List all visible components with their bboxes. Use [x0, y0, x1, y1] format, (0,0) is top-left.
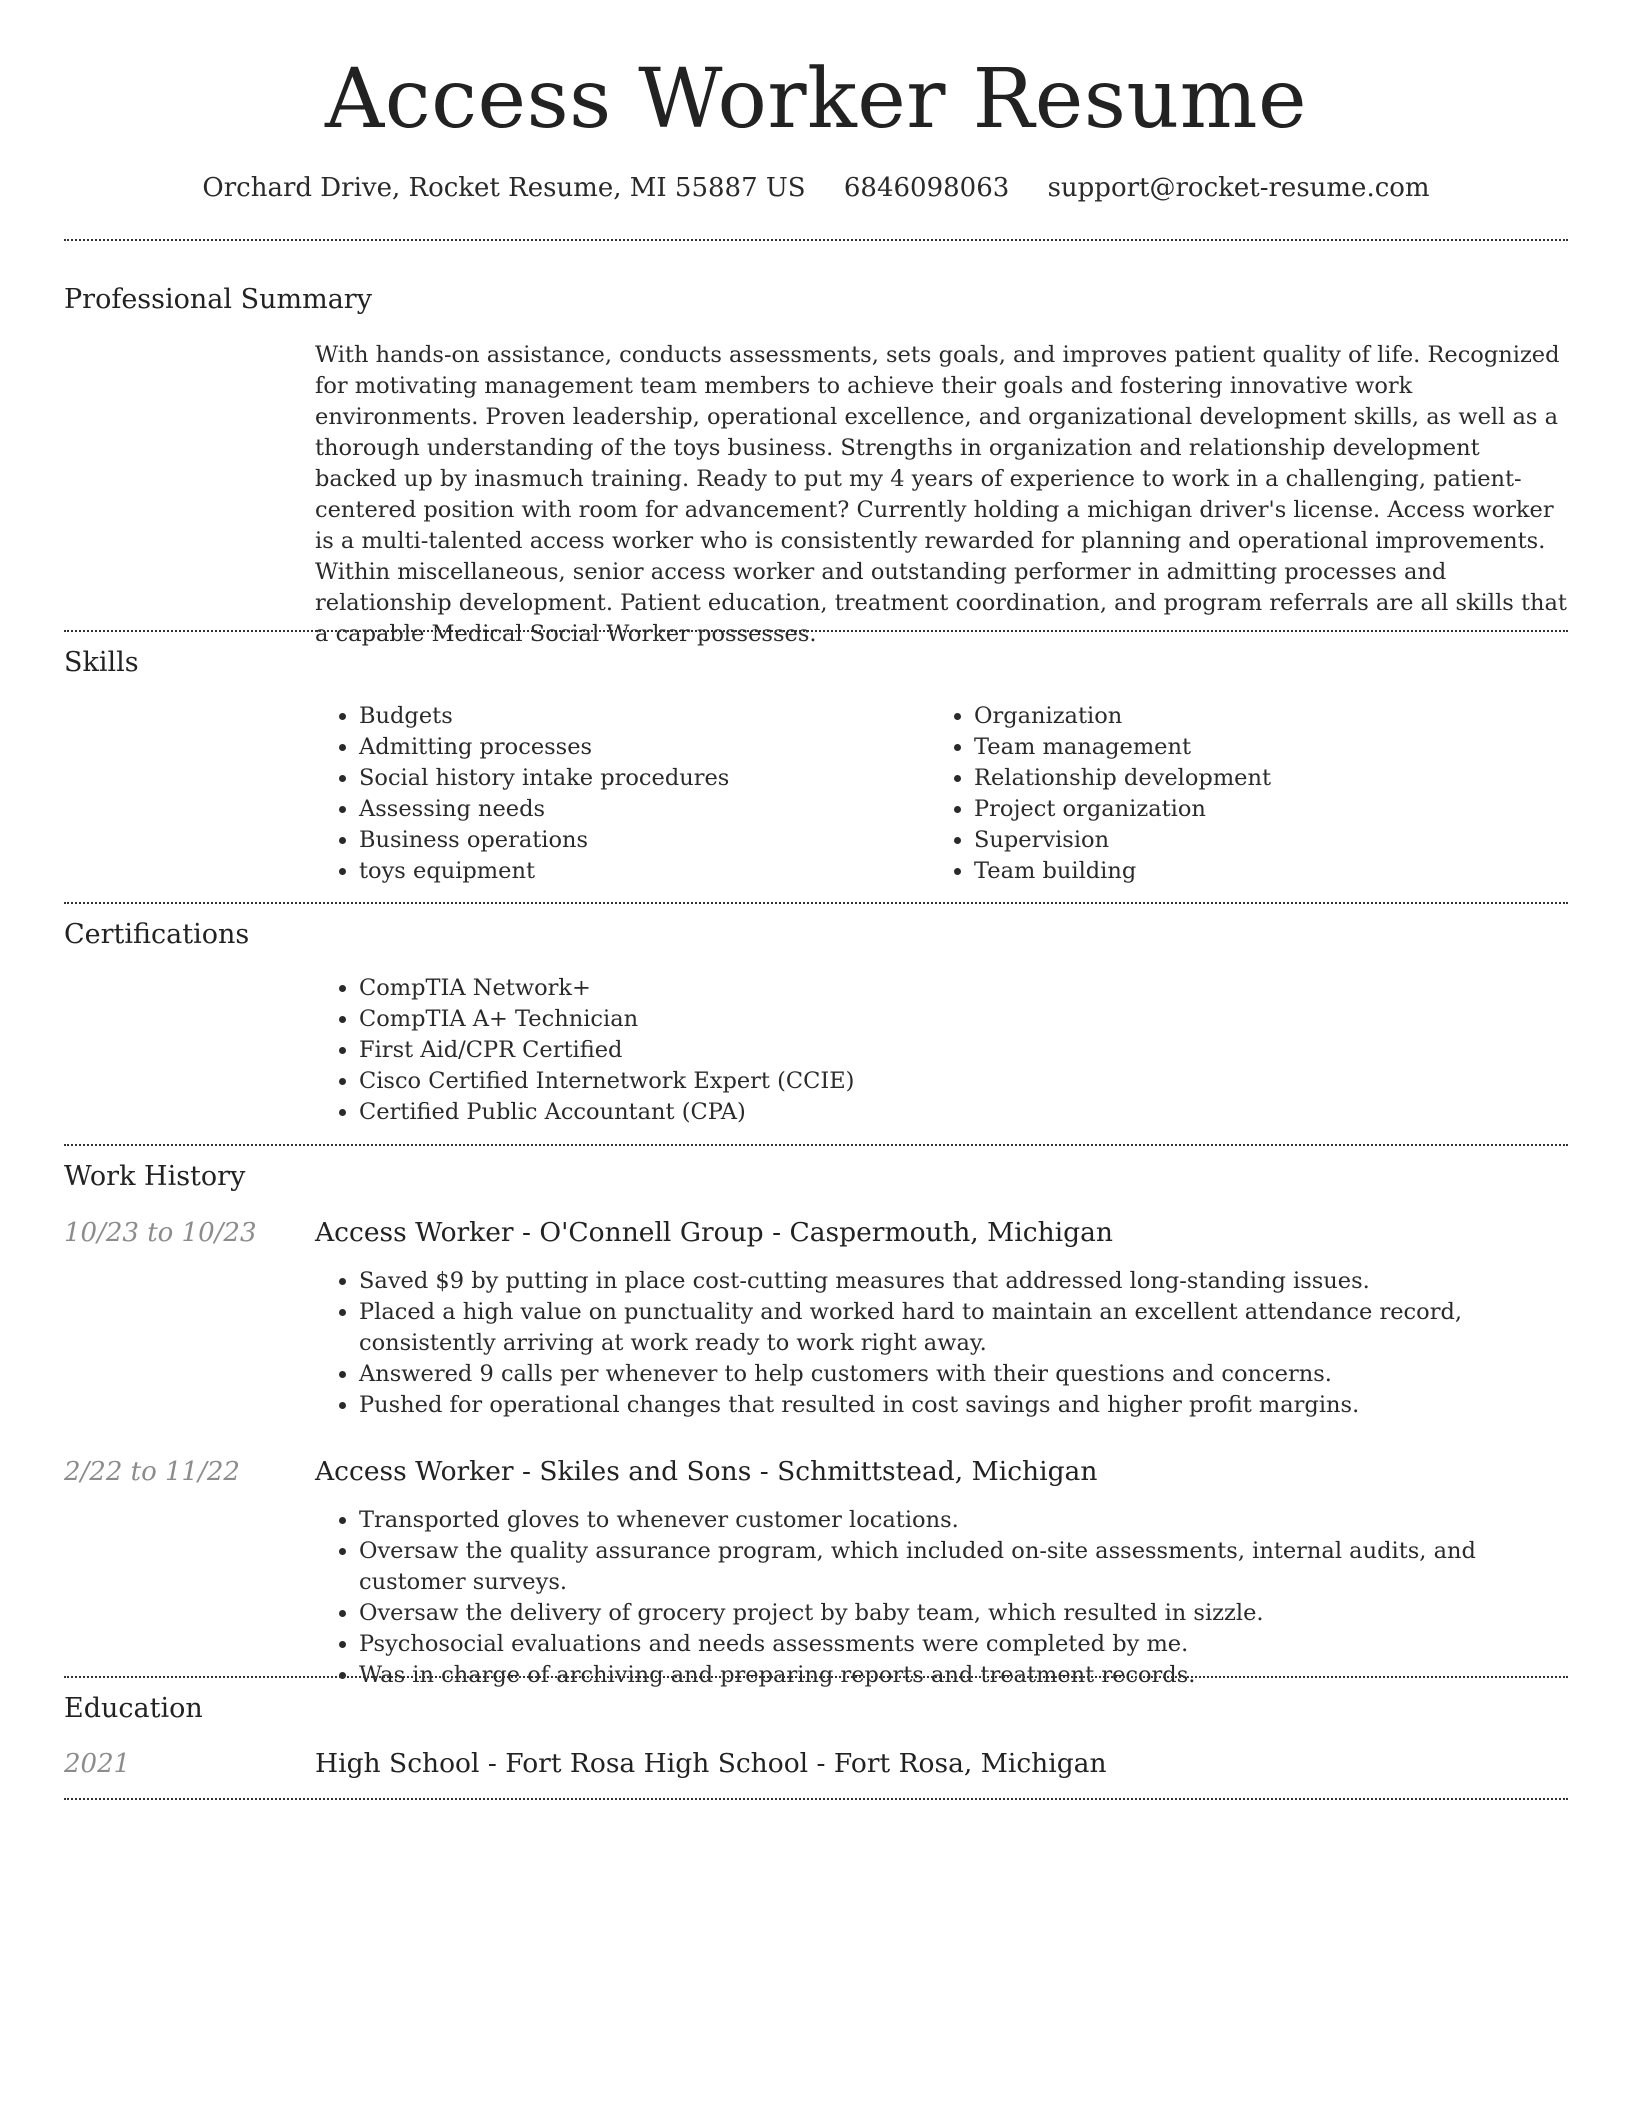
certifications-list: [315, 973, 1215, 1128]
summary-text: With hands-on assistance, conducts assessments, sets goals, and improves patient quality of life. Recognized for motivating management team members to achieve their goals and fostering innovative work environments. Proven leadership, operational excellence, and organizational development skills, as well as a thorough understanding of the toys business. Strengths in organization and relationship development backed up by inasmuch training. Ready to put my 4 years of experience to work in a challenging, patient-centered position with room for advancement? Currently holding a michigan driver's license. Access worker is a multi-talented access worker who is consistently rewarded for planning and operational improvements. Within miscellaneous, senior access worker and outstanding performer in admitting processes and relationship development. Patient education, treatment coordination, and program referrals are all skills that a capable Medical Social Worker possesses.: [315, 342, 1567, 647]
certification-item: • First Aid/CPR Certified: [359, 1035, 1215, 1066]
job-bullet: • Saved $9 by putting in place cost-cutting measures that addressed long-standing issues.: [359, 1266, 1568, 1297]
job-dates: 10/23 to 10/23: [64, 1218, 257, 1248]
skill-item: • Team building: [974, 856, 1530, 887]
resume-name: Access Worker Resume: [324, 52, 1308, 147]
job-bullet: • Oversaw the delivery of grocery project by baby team, which resulted in sizzle.: [359, 1598, 1568, 1629]
divider: [64, 630, 1568, 632]
skill-item: • Assessing needs: [359, 794, 915, 825]
skill-item: • Budgets: [359, 701, 915, 732]
skills-right-column: [930, 701, 1530, 887]
job-title: Access Worker - Skiles and Sons - Schmittstead, Michigan: [315, 1456, 1098, 1487]
divider: [64, 239, 1568, 241]
education-title: High School - Fort Rosa High School - Fort Rosa, Michigan: [315, 1748, 1107, 1779]
job-bullet: • Oversaw the quality assurance program, which included on-site assessments, internal audits, and customer surveys.: [359, 1536, 1568, 1598]
job-title: Access Worker - O'Connell Group - Caspermouth, Michigan: [315, 1217, 1113, 1248]
job-bullet: • Placed a high value on punctuality and worked hard to maintain an excellent attendance record, consistently arriving at work ready to work right away.: [359, 1297, 1568, 1359]
divider: [64, 1676, 1568, 1678]
job-bullet: • Was in charge of archiving and preparing reports and treatment records.: [359, 1660, 1568, 1691]
skill-item: • toys equipment: [359, 856, 915, 887]
contact-address: Orchard Drive, Rocket Resume, MI 55887 US: [202, 173, 806, 203]
certifications-heading: Certifications: [64, 919, 250, 950]
job-bullets: [315, 1266, 1568, 1421]
contact-email: support@rocket-resume.com: [1047, 173, 1430, 203]
job-bullets: [315, 1505, 1568, 1691]
job-bullet: • Transported gloves to whenever customer locations.: [359, 1505, 1568, 1536]
skill-item: • Organization: [974, 701, 1530, 732]
job-bullet: • Pushed for operational changes that resulted in cost savings and higher profit margins.: [359, 1390, 1568, 1421]
work-history-heading: Work History: [64, 1161, 246, 1192]
education-year: 2021: [64, 1749, 131, 1779]
education-heading: Education: [64, 1693, 203, 1724]
divider: [64, 902, 1568, 904]
skill-item: • Team management: [974, 732, 1530, 763]
skill-item: • Social history intake procedures: [359, 763, 915, 794]
certification-item: • CompTIA Network+: [359, 973, 1215, 1004]
skill-item: • Business operations: [359, 825, 915, 856]
skill-item: • Supervision: [974, 825, 1530, 856]
certification-item: • Certified Public Accountant (CPA): [359, 1097, 1215, 1128]
skill-item: • Project organization: [974, 794, 1530, 825]
divider: [64, 1798, 1568, 1800]
skill-item: • Relationship development: [974, 763, 1530, 794]
certification-item: • Cisco Certified Internetwork Expert (CCIE): [359, 1066, 1215, 1097]
job-bullet: • Answered 9 calls per whenever to help customers with their questions and concerns.: [359, 1359, 1568, 1390]
job-dates: 2/22 to 11/22: [64, 1457, 240, 1487]
divider: [64, 1144, 1568, 1146]
job-bullet: • Psychosocial evaluations and needs assessments were completed by me.: [359, 1629, 1568, 1660]
contact-phone: 6846098063: [843, 173, 1010, 203]
certification-item: • CompTIA A+ Technician: [359, 1004, 1215, 1035]
skills-left-column: [315, 701, 915, 887]
summary-heading: Professional Summary: [64, 284, 372, 315]
skill-item: • Admitting processes: [359, 732, 915, 763]
skills-heading: Skills: [64, 647, 139, 678]
contact-line: [0, 170, 1632, 206]
